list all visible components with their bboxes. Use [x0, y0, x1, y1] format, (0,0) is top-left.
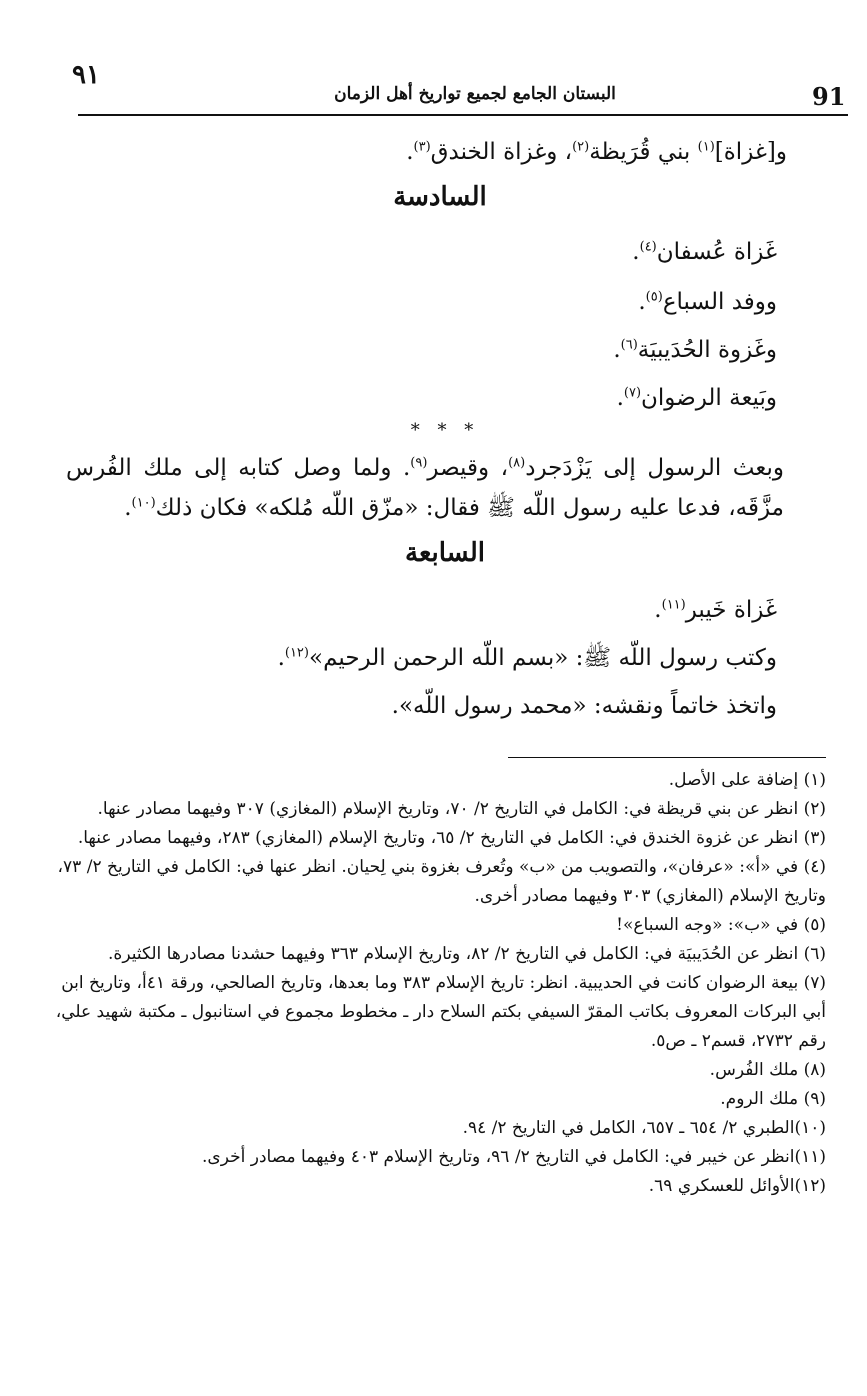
footnote-ref-8: (٨) — [508, 455, 526, 471]
line-khaybar-dot: . — [654, 597, 662, 623]
running-header-title: البستان الجامع لجميع تواريخ أهل الزمان — [334, 84, 616, 104]
footnote-ref-7: (٧) — [623, 385, 642, 401]
line-siba-text: ووفد السباع — [662, 289, 777, 315]
line-usfan — [632, 228, 777, 276]
line-intro-text-b: بني قُرَيظة — [589, 139, 698, 165]
line-basmala — [278, 634, 777, 682]
paragraph-letters — [66, 448, 784, 528]
line-hudaybiya-dot: . — [613, 337, 621, 363]
footnote-item: (٦) انظر عن الحُدَيبيَة في: الكامل في التاريخ ٢/ ٨٢، وتاريخ الإسلام ٣٦٣ وفيهما حشدنا مصادرها الكثيرة. — [108, 944, 826, 964]
footnote-ref-6: (٦) — [620, 337, 638, 353]
line-usfan-dot: . — [632, 239, 640, 265]
line-ridwan — [617, 374, 777, 422]
footnote-ref-4: (٤) — [639, 239, 657, 255]
footnote-ref-11: (١١) — [661, 597, 686, 613]
footnote-ref-2: (٢) — [572, 139, 590, 155]
page-number-arabic: ٩١ — [72, 60, 100, 90]
footnote-separator — [508, 757, 826, 758]
footnote-item: (٩) ملك الروم. — [720, 1089, 826, 1109]
footnote-item: (٨) ملك الفُرس. — [709, 1060, 826, 1080]
footnote-item: (٥) في «ب»: «وجه السباع»! — [616, 915, 826, 935]
line-khaybar — [654, 586, 777, 634]
paragraph-text-d: . — [124, 495, 132, 521]
line-intro-text-a: و[غزاة] — [714, 139, 787, 165]
line-khaybar-text: غَزاة خَيبر — [685, 597, 777, 623]
paragraph-text-c: . ولما وصل كتابه إلى ملك الفُرس مزَّقَه، فدعا عليه رسول اللّه ﷺ فقال: «مزّق اللّه مُلكه» فكان ذلك — [66, 455, 784, 521]
paragraph-text-a: وبعث الرسول إلى يَزْدَجرد — [525, 455, 784, 481]
footnote-item: (١) إضافة على الأصل. — [668, 770, 826, 790]
line-hudaybiya-text: وغَزوة الحُدَيبيَة — [637, 337, 777, 363]
line-seal: واتخذ خاتماً ونقشه: «محمد رسول اللّه». — [391, 693, 777, 719]
page-number-latin: 91 — [812, 82, 846, 111]
line-intro-text-d: . — [406, 139, 414, 165]
section-heading-sixth: السادسة — [393, 182, 487, 212]
line-siba-dot: . — [638, 289, 646, 315]
header-rule — [78, 114, 848, 116]
footnote-ref-5: (٥) — [645, 289, 663, 305]
section-heading-seventh: السابعة — [405, 538, 485, 568]
line-intro-text-c: ، وغزاة الخندق — [430, 139, 573, 165]
line-ridwan-dot: . — [616, 385, 624, 411]
footnote-item: (١١)انظر عن خيبر في: الكامل في التاريخ ٢/ ٩٦، وتاريخ الإسلام ٤٠٣ وفيهما مصادر أخرى. — [202, 1147, 826, 1167]
line-usfan-text: غَزاة عُسفان — [656, 239, 777, 265]
footnote-item: (٤) في «أ»: «عرفان»، والتصويب من «ب» وتُعرف بغزوة بني لِحيان. انظر عنها في: الكامل في التاريخ ٢/ ٧٣، وتاريخ الإسلام (المغازي) ٣٠٣ وفيهما مصادر أخرى. — [57, 857, 826, 906]
footnote-ref-3: (٣) — [413, 139, 431, 155]
footnote-item: (١٢)الأوائل للعسكري ٦٩. — [648, 1176, 826, 1196]
footnote-item: (٢) انظر عن بني قريظة في: الكامل في التاريخ ٢/ ٧٠، وتاريخ الإسلام (المغازي) ٣٠٧ وفيهما مصادر عنها. — [97, 799, 826, 819]
line-hudaybiya — [613, 326, 777, 374]
footnote-item: (٣) انظر عن غزوة الخندق في: الكامل في التاريخ ٢/ ٦٥، وتاريخ الإسلام (المغازي) ٢٨٣، وفيهما مصادر عنها. — [77, 828, 826, 848]
paragraph-text-b: ، وقيصر — [427, 455, 509, 481]
line-siba — [638, 278, 777, 326]
footnote-ref-12: (١٢) — [284, 645, 309, 661]
footnote-item: (٧) بيعة الرضوان كانت في الحديبية. انظر: تاريخ الإسلام ٣٨٣ وما بعدها، وتاريخ الصالحي، ورقة ٤١أ، وتاريخ ابن أبي البركات المعروف بكاتب المقرّ السيفي بكتم السلاح دار ـ مخطوط مجموع في استانبول ـ مكتبة شهيد علي، رقم ٢٧٣٢، قسم٢ ـ ص٥. — [55, 973, 826, 1051]
line-basmala-dot: . — [277, 645, 285, 671]
footnotes — [50, 766, 826, 1201]
line-basmala-text: وكتب رسول اللّه ﷺ: «بسم اللّه الرحمن الرحيم» — [309, 645, 777, 671]
footnote-ref-9: (٩) — [410, 455, 428, 471]
footnote-ref-1: (١) — [697, 139, 715, 155]
footnote-ref-10: (١٠) — [131, 495, 156, 511]
section-separator-stars: * * * — [410, 420, 480, 441]
footnote-item: (١٠)الطبري ٢/ ٦٥٤ ـ ٦٥٧، الكامل في التاريخ ٢/ ٩٤. — [462, 1118, 826, 1138]
line-intro — [406, 128, 787, 176]
line-ridwan-text: وبَيعة الرضوان — [641, 385, 777, 411]
